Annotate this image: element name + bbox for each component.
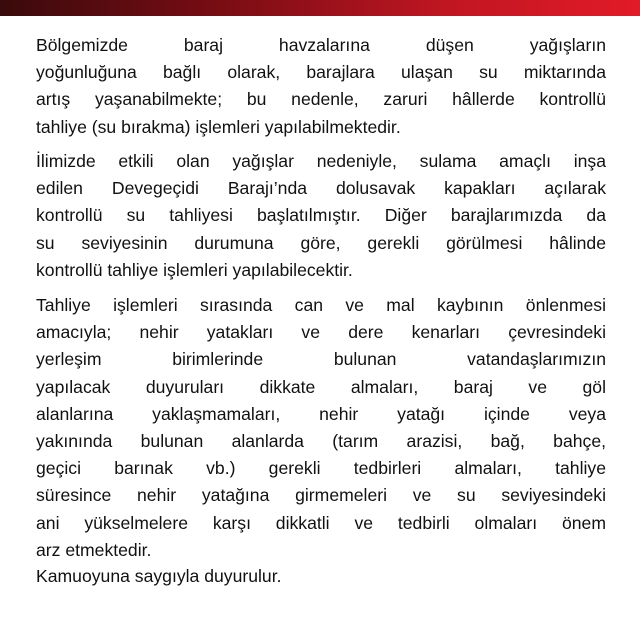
- paragraph-line: tahliye (su bırakma) işlemleri yapılabilmektedir.: [36, 116, 401, 137]
- paragraph-line: kontrollü tahliye işlemleri yapılabilecektir.: [36, 259, 353, 280]
- paragraph-line: yerleşim birimlerinde bulunan vatandaşlarımızın: [36, 349, 606, 370]
- paragraph-line: yoğunluğuna bağlı olarak, barajlara ulaşan su miktarında: [36, 62, 606, 83]
- paragraph-line: İlimizde etkili olan yağışlar nedeniyle, sulama amaçlı inşa: [36, 151, 606, 171]
- paragraph-line: ani yükselmelere karşı dikkatli ve tedbirli olmaları önem: [36, 512, 606, 533]
- paragraph-line: edilen Devegeçidi Barajı’nda dolusavak kapakları açılarak: [36, 178, 606, 199]
- paragraph-line: alanlarına yaklaşmamaları, nehir yatağı içinde veya: [36, 403, 606, 424]
- paragraph-line: yakınında bulunan alanlarda (tarım arazisi, bağ, bahçe,: [36, 431, 606, 452]
- header-gradient-bar: [0, 0, 640, 16]
- paragraph-line: amacıyla; nehir yatakları ve dere kenarları çevresindeki: [36, 322, 606, 343]
- paragraph-line: arz etmektedir.: [36, 539, 152, 560]
- paragraph-1: [36, 32, 606, 141]
- paragraph-line: artış yaşanabilmekte; bu nedenle, zaruri hâllerde kontrollü: [36, 89, 606, 110]
- paragraph-3: [36, 292, 606, 564]
- paragraph-line: kontrollü su tahliyesi başlatılmıştır. Diğer barajlarımızda da: [36, 205, 606, 226]
- closing-line: Kamuoyuna saygıyla duyurulur.: [36, 566, 282, 586]
- paragraph-2: [36, 148, 606, 284]
- paragraph-line: su seviyesinin durumuna göre, gerekli görülmesi hâlinde: [36, 232, 606, 253]
- paragraph-line: Bölgemizde baraj havzalarına düşen yağışların: [36, 35, 606, 55]
- paragraph-line: geçici barınak vb.) gerekli tedbirleri almaları, tahliye: [36, 458, 606, 479]
- paragraph-line: yapılacak duyuruları dikkate almaları, baraj ve göl: [36, 376, 606, 397]
- paragraph-closing: [36, 563, 281, 590]
- paragraph-line: süresince nehir yatağına girmemeleri ve su seviyesindeki: [36, 485, 606, 506]
- paragraph-line: Tahliye işlemleri sırasında can ve mal kaybının önlenmesi: [36, 295, 606, 315]
